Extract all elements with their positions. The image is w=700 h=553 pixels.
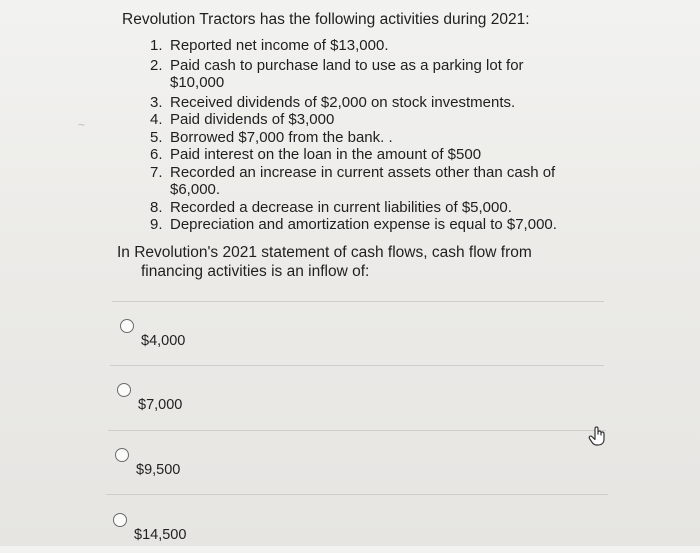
activity-item: [150, 146, 590, 164]
activity-item: [150, 164, 590, 199]
activity-item: [150, 37, 590, 55]
radio-button[interactable]: [117, 383, 131, 397]
activity-item: [150, 199, 590, 217]
answer-option-label: $14,500: [134, 527, 187, 543]
radio-button[interactable]: [120, 319, 134, 333]
answer-option-label: $4,000: [141, 333, 186, 349]
activity-number: 9.: [150, 216, 163, 233]
activity-number: 6.: [150, 146, 163, 163]
question-prompt-line2: financing activities is an inflow of:: [141, 263, 370, 280]
activity-number: 1.: [150, 37, 163, 54]
answer-option[interactable]: [111, 319, 411, 359]
activity-item: [150, 94, 590, 112]
radio-button[interactable]: [115, 448, 129, 462]
divider: [110, 365, 604, 366]
activity-number: 5.: [150, 128, 163, 146]
question-prompt-line1: In Revolution's 2021 statement of cash flows, cash flow from: [117, 244, 532, 261]
decorative-mark: ~: [78, 118, 86, 132]
answer-option-label: $7,000: [138, 397, 183, 413]
activity-number: 4.: [150, 111, 163, 128]
activity-text: Recorded a decrease in current liabilities of $5,000.: [170, 198, 512, 216]
activity-number: 7.: [150, 163, 163, 181]
activity-number: 2.: [150, 56, 163, 74]
activity-number: 3.: [150, 93, 163, 111]
activity-text: Recorded an increase in current assets other than cash of $6,000.: [170, 163, 556, 198]
activity-text: Received dividends of $2,000 on stock investments.: [170, 93, 516, 111]
hand-pointer-icon: [586, 424, 610, 448]
activity-item: [150, 111, 590, 129]
activity-text: Reported net income of $13,000.: [170, 37, 389, 54]
activity-item: [150, 57, 590, 92]
activities-list: [150, 37, 590, 234]
radio-button[interactable]: [113, 513, 127, 527]
activity-text: Paid interest on the loan in the amount of $500: [170, 146, 482, 163]
activity-text: Borrowed $7,000 from the bank. .: [170, 128, 393, 146]
activity-number: 8.: [150, 198, 163, 216]
activity-text: Paid cash to purchase land to use as a parking lot for $10,000: [170, 56, 524, 91]
activity-item: [150, 216, 590, 234]
activity-text: Paid dividends of $3,000: [170, 111, 335, 128]
divider: [112, 301, 604, 302]
activity-text: Depreciation and amortization expense is equal to $7,000.: [170, 216, 557, 233]
answer-option[interactable]: [106, 448, 406, 488]
divider: [108, 430, 606, 431]
answer-option[interactable]: [108, 383, 408, 423]
question-prompt: [117, 243, 567, 281]
divider: [106, 494, 608, 495]
activity-item: [150, 129, 590, 147]
answer-option[interactable]: [104, 513, 404, 553]
question-intro: Revolution Tractors has the following activities during 2021:: [122, 11, 530, 28]
answer-option-label: $9,500: [136, 462, 181, 478]
